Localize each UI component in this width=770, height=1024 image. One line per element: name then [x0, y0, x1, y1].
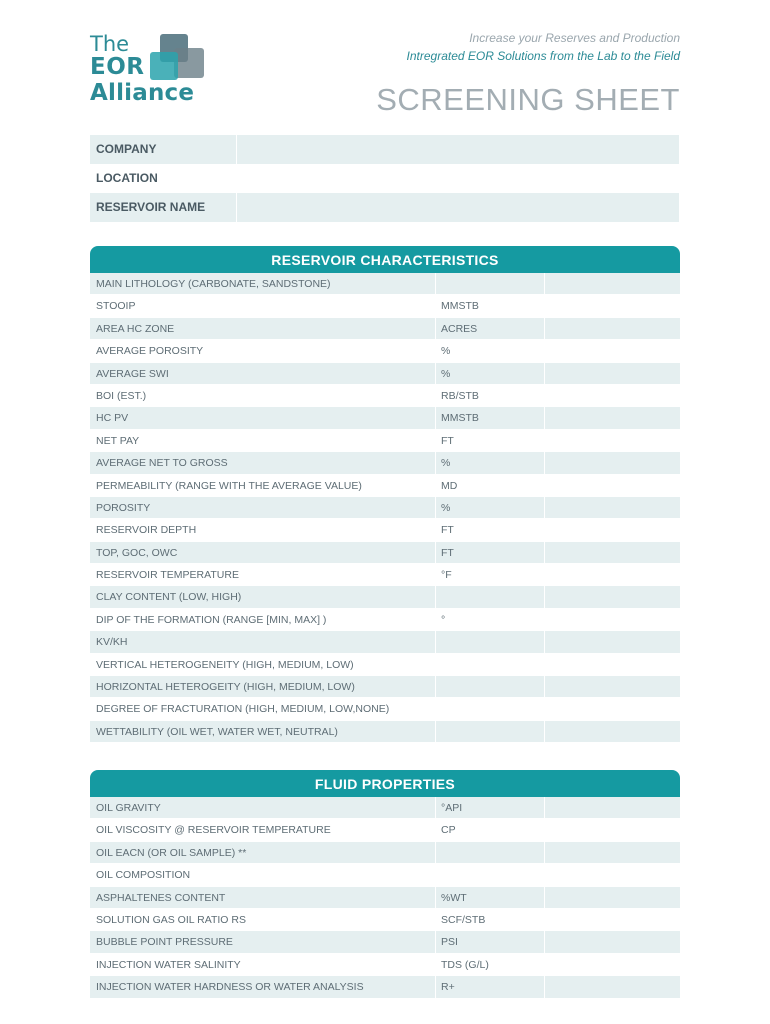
table-row [90, 631, 680, 653]
row-value-field[interactable] [544, 864, 680, 885]
logo-line-alliance: Alliance [90, 80, 195, 106]
table-row [90, 931, 680, 953]
row-label: RESERVOIR DEPTH [96, 524, 197, 537]
row-unit: SCF/STB [435, 909, 544, 930]
info-label: RESERVOIR NAME [90, 193, 237, 222]
row-unit: MD [435, 475, 544, 496]
logo-square-icon [174, 48, 204, 78]
row-label: KV/KH [96, 636, 128, 649]
row-unit: PSI [435, 931, 544, 952]
row-label: HC PV [96, 412, 129, 425]
section-header: RESERVOIR CHARACTERISTICS [90, 246, 680, 273]
info-row-location [90, 164, 679, 193]
info-label: COMPANY [90, 135, 237, 164]
row-unit: R+ [435, 976, 544, 997]
row-label: BUBBLE POINT PRESSURE [96, 936, 233, 949]
row-unit: % [435, 340, 544, 361]
table-row [90, 430, 680, 452]
row-label: DEGREE OF FRACTURATION (HIGH, MEDIUM, LOW,NONE) [96, 703, 390, 716]
row-value-field[interactable] [544, 887, 680, 908]
info-row-reservoir-name [90, 193, 679, 222]
row-label: HORIZONTAL HETEROGEITY (HIGH, MEDIUM, LOW) [96, 681, 355, 694]
row-label: VERTICAL HETEROGENEITY (HIGH, MEDIUM, LOW) [96, 658, 354, 671]
info-label: LOCATION [90, 164, 237, 193]
row-unit [435, 698, 544, 719]
row-unit: TDS (G/L) [435, 954, 544, 975]
row-label: OIL COMPOSITION [96, 869, 191, 882]
row-unit: FT [435, 430, 544, 451]
table-row [90, 909, 680, 931]
row-value-field[interactable] [544, 586, 680, 607]
table-row [90, 654, 680, 676]
table-row [90, 698, 680, 720]
row-value-field[interactable] [544, 631, 680, 652]
logo-line-eor: EOR [90, 54, 145, 80]
row-value-field[interactable] [544, 519, 680, 540]
row-value-field[interactable] [544, 954, 680, 975]
info-row-company [90, 135, 679, 164]
logo-line-the: The [90, 32, 130, 56]
row-label: ASPHALTENES CONTENT [96, 891, 226, 904]
row-label: WETTABILITY (OIL WET, WATER WET, NEUTRAL) [96, 725, 338, 738]
row-unit [435, 721, 544, 742]
row-value-field[interactable] [544, 698, 680, 719]
row-label: BOI (EST.) [96, 389, 147, 402]
row-unit [435, 676, 544, 697]
table-row [90, 676, 680, 698]
row-unit: ° [435, 609, 544, 630]
row-label: PERMEABILITY (RANGE WITH THE AVERAGE VALUE) [96, 479, 362, 492]
row-value-field[interactable] [544, 676, 680, 697]
row-value-field[interactable] [544, 819, 680, 840]
reservoir-characteristics-section [90, 246, 680, 743]
tagline-primary: Increase your Reserves and Production [469, 31, 680, 45]
reservoir-rows [90, 273, 680, 743]
row-unit: FT [435, 519, 544, 540]
info-table [90, 135, 679, 222]
row-value-field[interactable] [544, 564, 680, 585]
table-row [90, 295, 680, 317]
row-unit: %WT [435, 887, 544, 908]
row-unit: CP [435, 819, 544, 840]
row-label: OIL EACN (OR OIL SAMPLE) ** [96, 846, 247, 859]
row-unit: % [435, 452, 544, 473]
row-value-field[interactable] [544, 363, 680, 384]
reservoir-name-field[interactable] [237, 193, 679, 222]
table-row [90, 819, 680, 841]
row-value-field[interactable] [544, 407, 680, 428]
row-label: STOOIP [96, 300, 136, 313]
row-value-field[interactable] [544, 475, 680, 496]
table-row [90, 721, 680, 743]
row-value-field[interactable] [544, 340, 680, 361]
row-unit [435, 273, 544, 294]
row-unit [435, 654, 544, 675]
row-label: NET PAY [96, 434, 140, 447]
fluid-rows [90, 797, 680, 999]
row-value-field[interactable] [544, 976, 680, 997]
table-row [90, 842, 680, 864]
table-row [90, 497, 680, 519]
table-row [90, 797, 680, 819]
row-label: DIP OF THE FORMATION (RANGE [MIN, MAX] ) [96, 613, 327, 626]
row-value-field[interactable] [544, 452, 680, 473]
row-label: MAIN LITHOLOGY (CARBONATE, SANDSTONE) [96, 278, 331, 290]
row-value-field[interactable] [544, 931, 680, 952]
row-unit [435, 842, 544, 863]
row-unit: MMSTB [435, 295, 544, 316]
table-row [90, 887, 680, 909]
fluid-properties-section [90, 770, 680, 999]
table-row [90, 864, 680, 886]
row-value-field[interactable] [544, 273, 680, 294]
tagline-secondary: Intregrated EOR Solutions from the Lab to the Field [406, 49, 680, 63]
company-field[interactable] [237, 135, 679, 164]
table-row [90, 564, 680, 586]
table-row [90, 519, 680, 541]
row-unit: ACRES [435, 318, 544, 339]
row-label: AVERAGE NET TO GROSS [96, 457, 228, 470]
row-value-field[interactable] [544, 385, 680, 406]
row-value-field[interactable] [544, 318, 680, 339]
row-value-field[interactable] [544, 295, 680, 316]
row-value-field[interactable] [544, 430, 680, 451]
table-row [90, 363, 680, 385]
row-value-field[interactable] [544, 909, 680, 930]
table-row [90, 340, 680, 362]
table-row [90, 475, 680, 497]
table-row [90, 452, 680, 474]
row-unit: °F [435, 564, 544, 585]
location-field[interactable] [237, 164, 679, 193]
row-value-field[interactable] [544, 797, 680, 818]
table-row [90, 318, 680, 340]
row-unit: RB/STB [435, 385, 544, 406]
row-unit [435, 631, 544, 652]
table-row [90, 976, 680, 998]
row-label: INJECTION WATER HARDNESS OR WATER ANALYSIS [96, 981, 364, 994]
row-label: TOP, GOC, OWC [96, 546, 178, 559]
row-label: AVERAGE SWI [96, 367, 169, 380]
row-label: AVERAGE POROSITY [96, 345, 204, 358]
row-unit: MMSTB [435, 407, 544, 428]
page-title: SCREENING SHEET [376, 82, 680, 117]
table-row [90, 954, 680, 976]
row-label: AREA HC ZONE [96, 322, 175, 335]
table-row [90, 542, 680, 564]
row-value-field[interactable] [544, 721, 680, 742]
table-row [90, 586, 680, 608]
row-label: SOLUTION GAS OIL RATIO RS [96, 913, 246, 926]
row-label: INJECTION WATER SALINITY [96, 958, 241, 971]
table-row [90, 609, 680, 631]
row-unit [435, 864, 544, 885]
row-label: POROSITY [96, 501, 151, 514]
row-value-field[interactable] [544, 542, 680, 563]
eor-alliance-logo [90, 34, 220, 114]
row-label: OIL GRAVITY [96, 802, 161, 814]
row-unit [435, 586, 544, 607]
row-unit: % [435, 497, 544, 518]
table-row [90, 407, 680, 429]
row-unit: °API [435, 797, 544, 818]
table-row [90, 273, 680, 295]
row-value-field[interactable] [544, 497, 680, 518]
row-unit: FT [435, 542, 544, 563]
row-unit: % [435, 363, 544, 384]
section-header: FLUID PROPERTIES [90, 770, 680, 797]
row-value-field[interactable] [544, 654, 680, 675]
row-value-field[interactable] [544, 842, 680, 863]
row-label: CLAY CONTENT (LOW, HIGH) [96, 591, 242, 604]
row-value-field[interactable] [544, 609, 680, 630]
row-label: OIL VISCOSITY @ RESERVOIR TEMPERATURE [96, 824, 331, 837]
logo-square-icon [150, 52, 178, 80]
row-label: RESERVOIR TEMPERATURE [96, 569, 239, 582]
table-row [90, 385, 680, 407]
